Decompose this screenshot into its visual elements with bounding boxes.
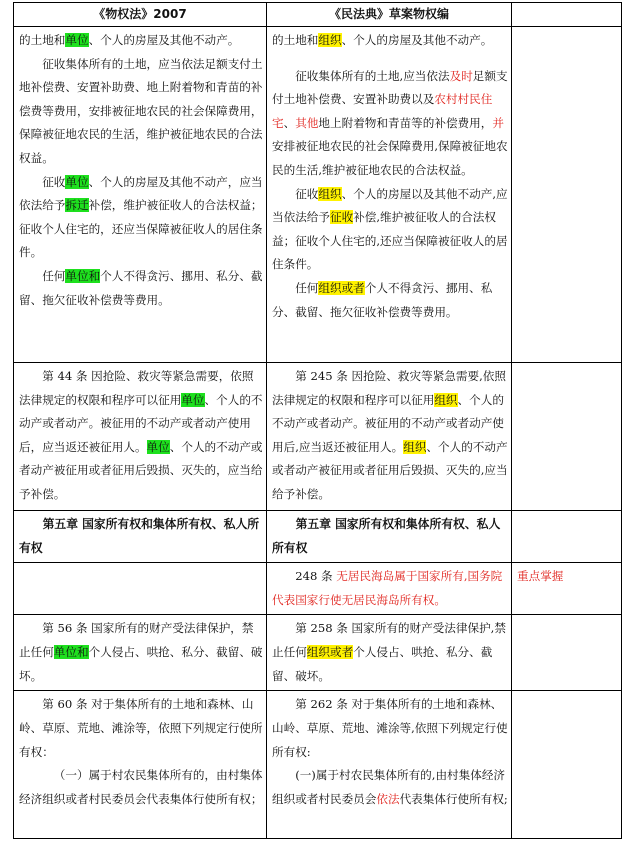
article-248-text: 248 条 无居民海岛属于国家所有,国务院代表国家行使无居民海岛所有权。 (272, 569, 503, 607)
row1-right-cell (267, 27, 512, 363)
key-point-note: 重点掌握 (512, 563, 622, 615)
row1-left-line0: 的土地和单位、个人的房屋及其他不动产。 (19, 33, 240, 47)
row4-right-cell (267, 563, 512, 615)
row2-note-cell (512, 363, 622, 511)
article-262-text: 第 262 条 对于集体所有的土地和森林、山岭、草原、荒地、滩涂等,依照下列规定行使所有权: (272, 697, 508, 759)
header-notes (512, 3, 622, 27)
row1-right-p1: 征收集体所有的土地,应当依法及时足额支付土地补偿费、安置补助费以及农村村民住宅、其他地上附着物和青苗等的补偿费用，并安排被征地农民的社会保障费用,保障被征地农民的生活,维护被征地农民的合法权益。 (272, 68, 508, 177)
article-60-text: 第 60 条 对于集体所有的土地和森林、山岭、草原、荒地、滩涂等，依照下列规定行使所有权： (19, 697, 263, 759)
article-56-text: 第 56 条 国家所有的财产受法律保护，禁止任何单位和个人侵占、哄抢、私分、截留、破坏。 (19, 621, 263, 683)
chapter-heading-right: 第五章 国家所有权和集体所有权、私人所有权 (267, 511, 512, 563)
row1-left-p1: 征收集体所有的土地，应当依法足额支付土地补偿费、安置补助费、地上附着物和青苗的补偿费等费用，安排被征地农民的社会保障费用，保障被征地农民的生活，维护被征地农民的合法权益。 (19, 56, 263, 165)
table-row (14, 615, 622, 691)
article-262-item1: (一)属于村农民集体所有的,由村集体经济组织或者村民委员会依法代表集体行使所有权; (272, 768, 508, 806)
header-civil-code: 《民法典》草案物权编 (267, 3, 512, 27)
row2-right-text: 第 245 条 因抢险、救灾等紧急需要,依照法律规定的权限和程序可以征用组织、个人的不动产或者动产。被征用的不动产或者动产使用后,应当返还被征用人。组织、个人的不动产或者动产被征用或者征用后毁损、灭失的,应当给予补偿。 (272, 369, 508, 501)
row2-left-text: 第 44 条 因抢险、救灾等紧急需要，依照法律规定的权限和程序可以征用单位、个人的不动产或者动产。被征用的不动产或者动产使用后，应当返还被征用人。单位、个人的不动产或者动产被征用或者征用后毁损、灭失的，应当给予补偿。 (19, 369, 263, 501)
row1-right-p2: 征收组织、个人的房屋以及其他不动产,应当依法给予征收补偿,维护被征收人的合法权益；征收个人住宅的,还应当保障被征收人的居住条件。 (272, 186, 508, 272)
row4-left-cell (14, 563, 267, 615)
row1-right-p3: 任何组织或者个人不得贪污、挪用、私分、截留、拖欠征收补偿费等费用。 (272, 280, 493, 319)
row1-note-cell (512, 27, 622, 363)
row6-right-cell (267, 691, 512, 839)
table-row (14, 691, 622, 839)
table-header-row (14, 3, 622, 27)
table-row (14, 563, 622, 615)
article-258-text: 第 258 条 国家所有的财产受法律保护,禁止任何组织或者个人侵占、哄抢、私分、截留、破坏。 (272, 621, 506, 683)
row1-right-line0: 的土地和组织、个人的房屋及其他不动产。 (272, 33, 493, 47)
article-60-item1: （一）属于村农民集体所有的，由村集体经济组织或者村民委员会代表集体行使所有权； (19, 768, 263, 806)
table-row (14, 363, 622, 511)
row2-left-cell (14, 363, 267, 511)
table-row (14, 27, 622, 363)
chapter-row (14, 511, 622, 563)
row2-right-cell (267, 363, 512, 511)
row1-left-p2: 征收单位、个人的房屋及其他不动产，应当依法给予拆迁补偿，维护被征收人的合法权益；征收个人住宅的，还应当保障被征收人的居住条件。 (19, 174, 263, 260)
row5-right-cell (267, 615, 512, 691)
row6-left-cell (14, 691, 267, 839)
row6-note-cell (512, 691, 622, 839)
chapter-heading-left: 第五章 国家所有权和集体所有权、私人所有权 (14, 511, 267, 563)
row1-left-cell (14, 27, 267, 363)
comparison-table (13, 2, 622, 839)
row1-left-p3: 任何单位和个人不得贪污、挪用、私分、截留、拖欠征收补偿费等费用。 (19, 268, 263, 307)
row5-note-cell (512, 615, 622, 691)
header-property-law: 《物权法》2007 (14, 3, 267, 27)
row3-note-cell (512, 511, 622, 563)
row5-left-cell (14, 615, 267, 691)
